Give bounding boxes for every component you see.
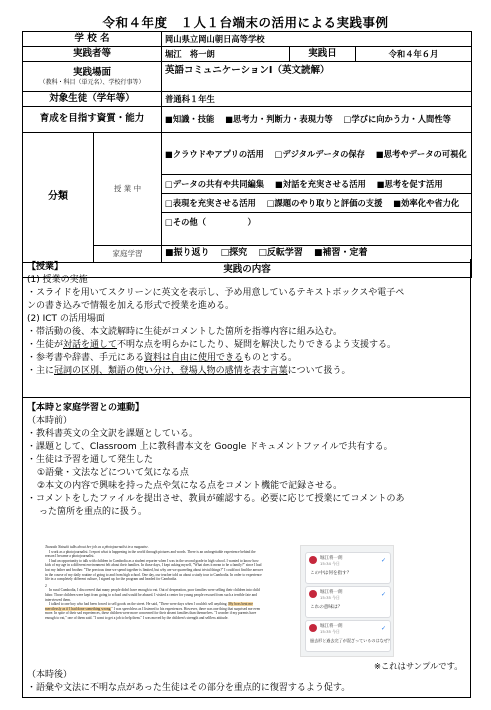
- opt-digital-save: □デジタルデータの保存: [274, 148, 365, 159]
- opt-thinking: ■思考を促す活用: [376, 178, 443, 189]
- lesson-bullet-2: [23, 339, 470, 352]
- lesson-sub1: (1) 授業の実施: [27, 275, 88, 285]
- scene-label: 実践場面: [72, 66, 111, 78]
- homework-line-1: ・教科書英文の全文訳を課題としている。: [27, 429, 199, 439]
- homework-heading: 【本時と家庭学習との連動】: [27, 403, 145, 413]
- avatar-icon: [309, 556, 317, 564]
- target-value: 普通科１年生: [162, 91, 472, 106]
- comment-author: 堀江将一朗: [320, 556, 343, 561]
- comment-time: 15:35 今日: [320, 595, 340, 600]
- scene-sub-label: （教科・科目（単元名）、学校行事等）: [39, 78, 145, 86]
- sample-p3: I had an opportunity to talk with children in Cambodia as a student reporter when I was in the second grade in high school. I wanted to know how kids of my age in a different environment felt about their families. In those days, I kept asking myself, "What does it mean to be a family?" since I had lost my father and brother. "The precious time we spend together is limited, but why are we quarreling about trivial things?" I could not find the answer in the course of my daily routine of going to and from high school. One day, our teacher told us about a study tour to Cambodia. In order to experience life in a completely different culture, I signed up for the program and headed for Cambodia.: [45, 558, 263, 582]
- comment-card[interactable]: [305, 586, 391, 618]
- avatar-icon: [309, 624, 317, 632]
- opt-review: ■振り返り: [165, 248, 210, 258]
- lesson-bullet-4: [23, 365, 470, 378]
- opt-other: □その他（ ）: [165, 216, 256, 227]
- ability-knowledge: ■知識・技能: [165, 113, 215, 124]
- opt-flipped: □反転学習: [258, 248, 303, 258]
- opt-cloud: ■クラウドやアプリの活用: [165, 148, 264, 159]
- lesson-sub1-line1: ・スライドを用いてスクリーンに英文を表示し、予め用意しているテキストボックスや電子ペ: [27, 288, 405, 298]
- comment-time: 15:34 今日: [320, 561, 340, 566]
- after-label: （本時後）: [27, 670, 73, 680]
- lesson-heading: 【授業】: [27, 262, 64, 272]
- lesson-sub1-line2: ンの書き込みで情報を加える形式で授業を進める。: [27, 301, 235, 311]
- homework-item-2: ②本文の内容で興味を持った点や気になる点をコメント機能で記録させる。: [37, 481, 343, 491]
- check-icon[interactable]: ✓: [380, 625, 386, 632]
- sample-note: ※これはサンプルです。: [374, 661, 463, 671]
- after-line: ・語彙や文法に不明な点があった生徒はその部分を重点的に復習するよう促す。: [27, 683, 351, 693]
- highlighted-text: My boss beat me mercilessly as if I had done something wrong.: [45, 602, 253, 611]
- sample-p5: In rural Cambodia, I discovered that many people didn't have enough to eat. Out of desperation, poor families were selling their children into child labor. Those children were kept from going to school and would be abused. I visited a center for young people rescued from such a terrible fate and interviewed them.: [45, 588, 260, 602]
- b4-pre: ・主に: [27, 366, 55, 376]
- presenter-value: 堀江 将一朗: [162, 46, 290, 61]
- scene-label-cell: [23, 61, 162, 91]
- check-icon[interactable]: ✓: [380, 591, 386, 598]
- info-table: [22, 31, 472, 278]
- comment-time: 15:35 今日: [320, 629, 340, 634]
- comment-text: この中は何を指す？: [310, 571, 352, 576]
- date-label: 実践日: [290, 46, 356, 61]
- b3-underline: 資料は自由に使用できる: [144, 353, 244, 363]
- lesson-sub2: (2) ICT の活用場面: [27, 314, 105, 324]
- in-class-row-2: [162, 175, 471, 194]
- opt-inquiry: □探究: [220, 248, 248, 258]
- date-value: 令和４年６月: [356, 46, 472, 61]
- opt-efficiency: ■効率化や省力化: [393, 197, 460, 208]
- opt-assignment: □課題のやり取りと評価の支援: [266, 197, 383, 208]
- b4-post: について扱う。: [287, 366, 351, 376]
- in-class-label: 授 業 中: [94, 132, 162, 245]
- in-class-row-1: [162, 147, 471, 175]
- avatar-icon: [309, 590, 317, 598]
- b2-pre: ・生徒が: [27, 340, 64, 350]
- abilities-label: 育成を目指す資質・能力: [23, 106, 162, 132]
- opt-supplement: ■補習・定着: [313, 248, 368, 258]
- category-label: 分類: [23, 132, 94, 262]
- b3-pre: ・参考書や辞書、手元にある: [27, 353, 145, 363]
- opt-expression: □表現を充実させる活用: [165, 197, 256, 208]
- comment-panel: [300, 545, 394, 657]
- comment-card[interactable]: [305, 620, 391, 652]
- sample-document-screenshot: [45, 545, 265, 655]
- b2-post: 不明な点を明らかにしたり、疑問を解決したりできるよう支援する。: [117, 340, 397, 350]
- opt-visualize: ■思考やデータの可視化: [375, 148, 467, 159]
- before-label: （本時前）: [27, 416, 73, 426]
- check-icon[interactable]: ✓: [380, 557, 386, 564]
- target-label: 対象生徒（学年等）: [23, 91, 162, 106]
- sample-p6: I talked to one boy who had been forced to sell goods on the street. He said, "There were days when I couldn't sell anything. My boss beat me mercilessly as if I had done something wrong." I was speechless as I listened to his experiences. However, there was one thing that surprised me even more. In spite of their sad experiences, these children were more concerned for their absent families than themselves. "I wonder if my parents have enough to eat," one of them said. "I want to get a job to help them." I was moved by the children's strength and selfless attitude.: [45, 602, 261, 620]
- homework-line-2: ・課題として、Classroom 上に教科書本文を Google ドキュメントファイルで共有する。: [27, 442, 393, 452]
- lesson-bullet-1: ・帯活動の後、本文読解時に生徒がコメントした箇所を指導内容に組み込む。: [27, 327, 343, 337]
- sample-p1: Tsunoda Natsuki talks about her job as a photojournalist in a magazine.: [45, 545, 149, 549]
- homework-line-a: ・コメントをしたファイルを提出させ、教員が確認する。必要に応じて授業にてコメントのあ: [27, 494, 405, 504]
- comment-text: 過去形と過去完了が混ざっているのはなぜ？: [310, 638, 392, 643]
- b3-post: ものとする。: [243, 353, 298, 363]
- homework-line-b: った箇所を重点的に扱う。: [39, 507, 148, 517]
- sample-p2: I work as a photojournalist. I report what is happening in the world through pictures and words. There is an unforgettable experience behind the reason I became a photojournalist.: [45, 549, 256, 559]
- in-class-row-4: [162, 213, 471, 231]
- sample-p4: 2: [45, 583, 47, 588]
- lesson-bullet-3: [23, 352, 470, 365]
- scene-value: 英語コミュニケーションⅠ（英文読解）: [162, 61, 472, 91]
- comment-author: 堀江将一朗: [320, 624, 343, 629]
- comment-author: 堀江将一朗: [320, 590, 343, 595]
- homework-item-1: ①語彙・文法などについて気になる点: [37, 468, 189, 478]
- b4-underline: 冠詞の区別、類語の使い分け、登場人物の感情を表す言葉: [54, 366, 288, 376]
- school-value: 岡山県立岡山朝日高等学校: [162, 32, 472, 47]
- comment-card[interactable]: [305, 552, 391, 584]
- presenter-label: 実践者等: [23, 46, 162, 61]
- comment-text: これの意味は？: [310, 605, 343, 610]
- document-title: 令和４年度 １人１台端末の活用による実践事例: [102, 15, 389, 30]
- homework-line-3: ・生徒は予習を通して発生した: [27, 455, 154, 465]
- ability-attitude: □学びに向かう力・人間性等: [343, 113, 451, 124]
- home-label: 家庭学習: [94, 245, 162, 262]
- in-class-options: [162, 132, 472, 245]
- school-label: 学 校 名: [23, 32, 162, 47]
- opt-share: □データの共有や共同編集: [165, 178, 265, 189]
- opt-dialogue: ■対話を充実させる活用: [275, 178, 366, 189]
- lesson-section: [22, 259, 471, 398]
- b2-underline: 対話を通して: [63, 340, 118, 350]
- ability-thinking: ■思考力・判断力・表現力等: [225, 113, 333, 124]
- content-title: 実践の内容: [23, 262, 472, 277]
- abilities-values: [162, 106, 472, 132]
- in-class-row-3: [162, 194, 471, 213]
